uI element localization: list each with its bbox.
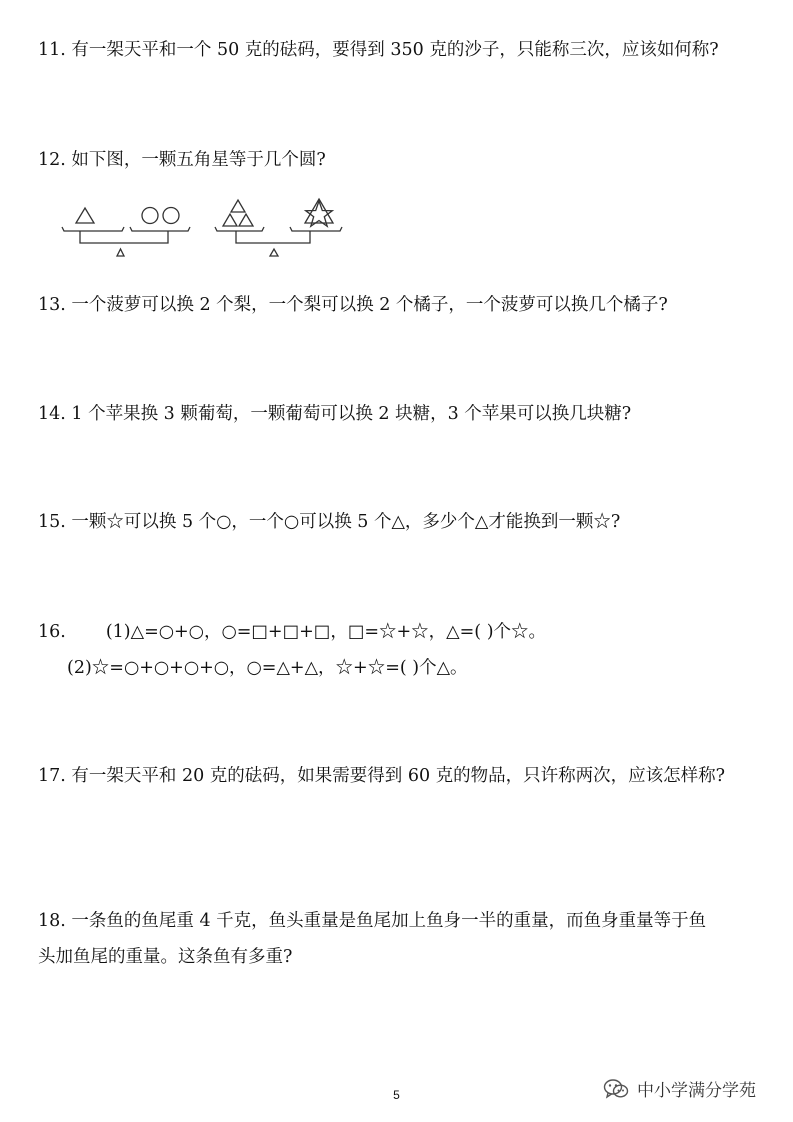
- circle-icon: [142, 208, 158, 224]
- question-18-line-1: 18. 一条鱼的鱼尾重 4 千克，鱼头重量是鱼尾加上鱼身一半的重量，而鱼身重量等于鱼: [38, 911, 707, 931]
- question-14: 14. 1 个苹果换 3 颗葡萄，一颗葡萄可以换 2 块糖，3 个苹果可以换几块糖?: [38, 404, 632, 424]
- question-18-line-2: 头加鱼尾的重量。这条鱼有多重?: [38, 947, 293, 967]
- triangle-icon: [223, 214, 237, 226]
- watermark-text: 中小学满分学苑: [637, 1081, 756, 1101]
- triangle-icon: [239, 214, 253, 226]
- left-balance-scale: [62, 208, 190, 257]
- question-17: 17. 有一架天平和 20 克的砝码，如果需要得到 60 克的物品，只许称两次，应该怎样称?: [38, 766, 726, 786]
- question-11: 11. 有一架天平和一个 50 克的砝码，要得到 350 克的沙子，只能称三次，应该如何称?: [38, 40, 719, 60]
- right-balance-left-pan: [215, 227, 264, 231]
- circle-icon: [163, 208, 179, 224]
- question-16-part-1: (1)△=○+○，○=□+□+□，□=☆+☆，△=( )个☆。: [105, 622, 547, 642]
- question-12: 12. 如下图，一颗五角星等于几个圆?: [38, 150, 326, 170]
- page-number: 5: [393, 1088, 400, 1102]
- question-13: 13. 一个菠萝可以换 2 个梨，一个梨可以换 2 个橘子，一个菠萝可以换几个橘子?: [38, 295, 668, 315]
- right-balance-beam: [236, 231, 310, 243]
- triangle-icon: [231, 200, 245, 212]
- balance-scales-figure: [50, 190, 355, 262]
- question-16-number: 16.: [38, 622, 66, 642]
- right-balance-scale: [215, 199, 342, 256]
- question-16-line-1: [38, 620, 546, 644]
- watermark: [603, 1076, 756, 1101]
- triangle-icon: [76, 208, 94, 223]
- right-balance-right-pan: [290, 227, 342, 231]
- left-balance-right-pan: [130, 227, 190, 231]
- left-balance-fulcrum-icon: [117, 249, 124, 256]
- question-16-part-2: (2)☆=○+○+○+○，○=△+△，☆+☆=( )个△。: [67, 658, 468, 678]
- question-15: 15. 一颗☆可以换 5 个○，一个○可以换 5 个△，多少个△才能换到一颗☆?: [38, 512, 621, 532]
- wechat-icon: [603, 1078, 629, 1100]
- left-balance-left-pan: [62, 227, 124, 231]
- left-balance-beam: [80, 231, 168, 243]
- right-balance-fulcrum-icon: [270, 249, 278, 256]
